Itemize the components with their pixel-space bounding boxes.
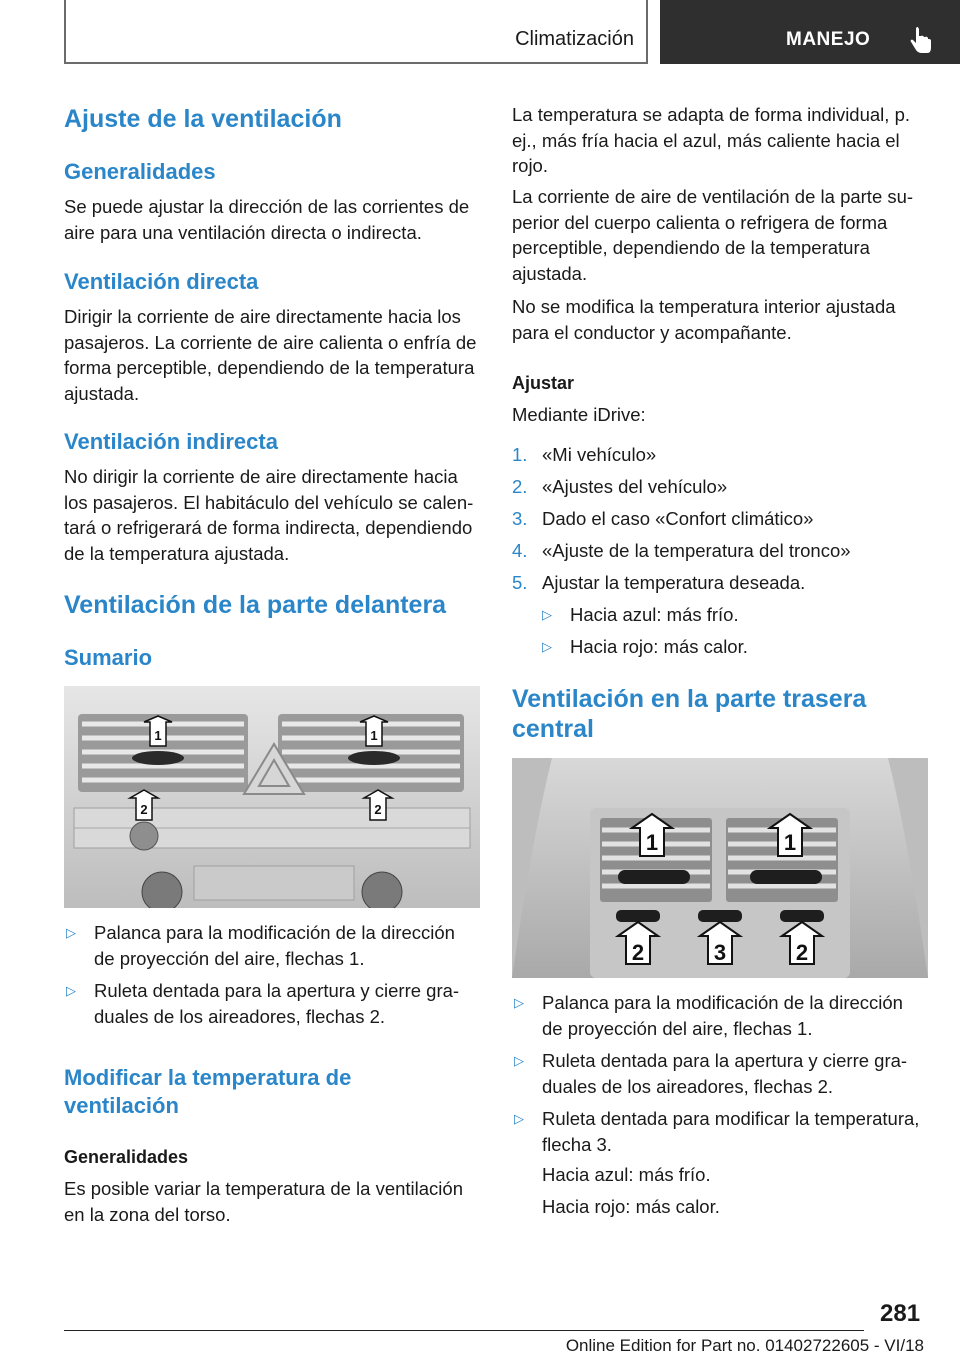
step-number: 2. xyxy=(512,476,528,497)
sub-bullet-text: Hacia rojo: más calor. xyxy=(570,636,748,657)
bullet-text: Ruleta dentada para la apertura y cierre graduales de los aireadores, flechas 2. xyxy=(94,980,460,1027)
step-text: «Mi vehículo» xyxy=(542,444,657,465)
heading-sumario: Sumario xyxy=(64,645,153,670)
rear-label-1a: 1 xyxy=(645,830,659,855)
subheading-generalidades: Generalidades xyxy=(64,1147,189,1167)
step-item xyxy=(512,538,928,564)
header-bar xyxy=(64,0,648,64)
triangle-bullet-icon: ▷ xyxy=(542,639,552,654)
rear-vents-photo xyxy=(512,758,928,978)
bullet-text: Palanca para la modificación de la dirección de proyección del aire, flechas 1. xyxy=(94,922,455,969)
paragraph-temperatura: La temperatura se adapta de forma individual, p. ej., más fría hacia el azul, más caliente hacia el rojo. xyxy=(512,104,910,176)
step-number: 1. xyxy=(512,444,528,465)
step-text: «Ajuste de la temperatura del tronco» xyxy=(542,540,851,561)
footer-divider xyxy=(64,1330,864,1331)
front-label-1b: 1 xyxy=(370,728,378,743)
step-text: «Ajustes del vehículo» xyxy=(542,476,728,497)
sub-bullet-item xyxy=(540,634,928,660)
chapter-tab[interactable] xyxy=(660,0,960,64)
paragraph-ventilacion-indirecta: No dirigir la corriente de aire directamente hacia los pasajeros. El habitáculo del vehículo se calentará o refrigerará de forma indirecta, dependiendo de la temperatura ajustada. xyxy=(64,466,474,564)
bullet-item xyxy=(512,1106,928,1157)
sub-bullet-item xyxy=(540,602,928,628)
triangle-bullet-icon: ▷ xyxy=(514,995,524,1010)
rear-label-3: 3 xyxy=(713,940,727,965)
rear-label-1b: 1 xyxy=(783,830,797,855)
triangle-bullet-icon: ▷ xyxy=(66,925,76,940)
heading-ventilacion-directa: Ventilación directa xyxy=(64,269,259,294)
triangle-bullet-icon: ▷ xyxy=(514,1053,524,1068)
bullet-text: Ruleta dentada para la apertura y cierre graduales de los aireadores, flechas 2. xyxy=(542,1050,908,1097)
heading-ventilacion-indirecta: Ventilación indirecta xyxy=(64,429,278,454)
step-item xyxy=(512,442,928,468)
triangle-bullet-icon: ▷ xyxy=(542,607,552,622)
triangle-bullet-icon: ▷ xyxy=(514,1111,524,1126)
front-label-1a: 1 xyxy=(154,728,162,743)
step-item xyxy=(512,506,928,532)
footer-edition: Online Edition for Part no. 01402722605 - VI/18 xyxy=(565,1336,924,1355)
paragraph-hacia-azul: Hacia azul: más frío. xyxy=(542,1164,711,1185)
sub-bullet-text: Hacia azul: más frío. xyxy=(570,604,739,625)
step-number: 5. xyxy=(512,572,528,593)
bullet-text: Ruleta dentada para modificar la temperatura, flecha 3. xyxy=(542,1108,920,1155)
bullet-item xyxy=(512,1048,928,1099)
step-text: Ajustar la temperatura deseada. xyxy=(542,572,806,593)
step-number: 4. xyxy=(512,540,528,561)
front-label-2a: 2 xyxy=(140,802,148,817)
front-vents-photo xyxy=(64,686,480,908)
section-title: Climatización xyxy=(515,28,634,50)
heading-trasera-line1: Ventilación en la parte trasera xyxy=(512,685,867,713)
heading-generalidades: Generalidades xyxy=(64,159,216,184)
page-number: 281 xyxy=(880,1300,921,1327)
bullet-item xyxy=(512,990,928,1041)
bullet-item xyxy=(64,978,480,1029)
step-item xyxy=(512,474,928,500)
step-text: Dado el caso «Confort climático» xyxy=(542,508,814,529)
paragraph-generalidades: Se puede ajustar la dirección de las corrientes de aire para una ventilación directa o indirecta. xyxy=(64,196,470,243)
heading-trasera-line2: central xyxy=(512,715,594,743)
hand-pointer-icon xyxy=(908,26,934,56)
rear-label-2b: 2 xyxy=(795,940,809,965)
paragraph-generalidades-2: Es posible variar la temperatura de la ventilación en la zona del torso. xyxy=(64,1178,463,1225)
heading-parte-delantera: Ventilación de la parte delantera xyxy=(64,591,447,619)
bullet-item xyxy=(64,920,480,971)
paragraph-corriente: La corriente de aire de ventilación de la parte superior del cuerpo calienta o refrigera de forma perceptible, dependiendo de la temperatura ajustada. xyxy=(512,186,914,284)
triangle-bullet-icon: ▷ xyxy=(66,983,76,998)
step-item xyxy=(512,570,928,596)
chapter-tab-label: MANEJO xyxy=(786,29,871,50)
paragraph-ventilacion-directa: Dirigir la corriente de aire directamente hacia los pasajeros. La corriente de aire calienta o enfría de forma perceptible, dependiendo de la temperatura ajustada. xyxy=(64,306,477,404)
paragraph-mediante: Mediante iDrive: xyxy=(512,404,646,425)
heading-modificar-line1: Modificar la temperatura de xyxy=(64,1065,352,1090)
rear-label-2a: 2 xyxy=(631,940,645,965)
page-heading: Ajuste de la ventilación xyxy=(64,105,342,133)
subheading-ajustar: Ajustar xyxy=(512,373,575,393)
heading-modificar-line2: ventilación xyxy=(64,1093,179,1118)
paragraph-hacia-rojo: Hacia rojo: más calor. xyxy=(542,1196,720,1217)
bullet-text: Palanca para la modificación de la dirección de proyección del aire, flechas 1. xyxy=(542,992,903,1039)
front-label-2b: 2 xyxy=(374,802,382,817)
step-number: 3. xyxy=(512,508,528,529)
paragraph-no-modifica: No se modifica la temperatura interior ajustada para el conductor y acompañante. xyxy=(512,296,896,343)
